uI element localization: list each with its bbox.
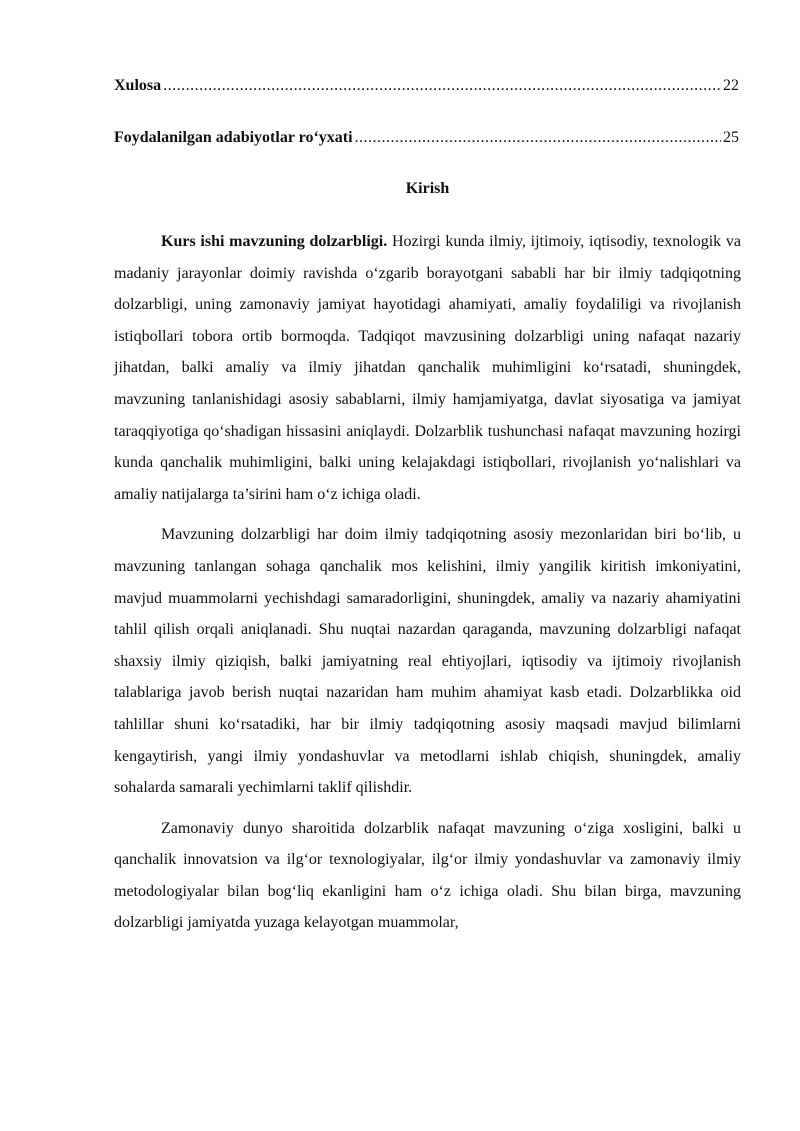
- body-text: [114, 226, 741, 948]
- paragraph-text: Hozirgi kunda ilmiy, ijtimoiy, iqtisodiy, texnologik va madaniy jarayonlar doimiy ravishda o‘zgarib borayotgani sababli har bir ilmiy tadqiqotning dolzarbligi, uning zamonaviy jamiyat hayotidagi ahamiyati, amaliy foydaliligi va rivojlanish istiqbollari tobora ortib bormoqda. Tadqiqot mavzusining dolzarbligi uning nafaqat nazariy jihatdan, balki amaliy va ilmiy jihatdan qanchalik muhimligini ko‘rsatadi, shuningdek, mavzuning tanlanishidagi asosiy sabablarni, ilmiy hamjamiyatga, davlat siyosatiga va jamiyat taraqqiyotiga qo‘shadigan hissasini aniqlaydi. Dolzarblik tushunchasi nafaqat mavzuning hozirgi kunda qanchalik muhimligini, balki uning kelajakdagi istiqbollari, rivojlanish yo‘nalishlari va amaliy natijalarga ta’sirini ham o‘z ichiga oladi.: [114, 233, 741, 503]
- section-heading: Kirish: [405, 180, 450, 197]
- toc-entry-xulosa[interactable]: [114, 76, 739, 96]
- paragraph-text: Mavzuning dolzarbligi har doim ilmiy tadqiqotning asosiy mezonlaridan biri bo‘lib, u mavzuning tanlangan sohaga qanchalik mos kelishini, ilmiy yangilik kiritish imkoniyatini, mavjud muammolarni yechishdagi samaradorligini, shuningdek, amaliy va nazariy ahamiyatini tahlil qilish orqali aniqlanadi. Shu nuqtai nazardan qaraganda, mavzuning dolzarbligi nafaqat shaxsiy ilmiy qiziqish, balki jamiyatning real ehtiyojlari, iqtisodiy va ijtimoiy rivojlanish talablariga javob berish nuqtai nazaridan ham muhim ahamiyat kasb etadi. Dolzarblikka oid tahlillar shuni ko‘rsatadiki, har bir ilmiy tadqiqotning asosiy maqsadi mavjud bilimlarni kengaytirish, yangi ilmiy yondashuvlar va metodlarni ishlab chiqish, shuningdek, amaliy sohalarda samarali yechimlarni taklif qilishdir.: [114, 526, 741, 797]
- toc-page-number: 22: [723, 77, 739, 94]
- paragraph: [114, 519, 741, 803]
- paragraph-lead: Kurs ishi mavzuning dolzarbligi.: [161, 233, 388, 250]
- paragraph: [114, 226, 741, 510]
- paragraph: [114, 813, 741, 939]
- toc-entry-adabiyotlar[interactable]: [114, 128, 739, 148]
- toc-page-number: 25: [723, 129, 739, 146]
- toc-leader-dots: [355, 128, 721, 148]
- toc-label: Foydalanilgan adabiyotlar ro‘yxati: [114, 129, 353, 146]
- toc-leader-dots: [163, 76, 721, 96]
- toc-label: Xulosa: [114, 77, 162, 94]
- paragraph-text: Zamonaviy dunyo sharoitida dolzarblik nafaqat mavzuning o‘ziga xosligini, balki u qanchalik innovatsion va ilg‘or texnologiyalar, ilg‘or ilmiy yondashuvlar va zamonaviy ilmiy metodologiyalar bilan bog‘liq ekanligini ham o‘z ichiga oladi. Shu bilan birga, mavzuning dolzarbligi jamiyatda yuzaga kelayotgan muammolar,: [114, 819, 741, 932]
